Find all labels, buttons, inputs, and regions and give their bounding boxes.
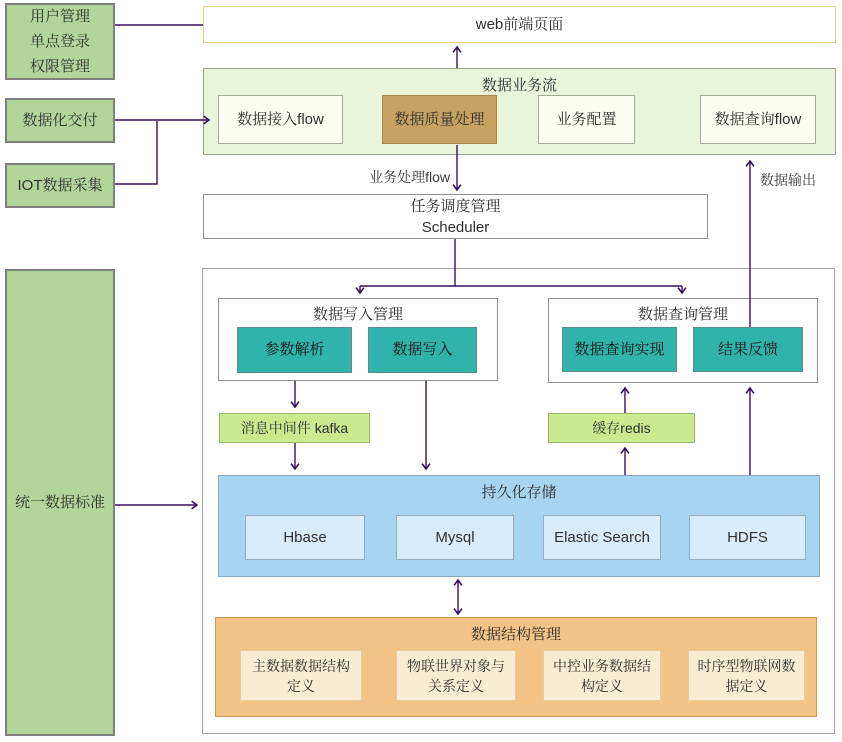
label-process-flow: 业务处理flow [369,169,450,185]
data-delivery-box: 数据化交付 [5,98,115,143]
node-timeseries-schema: 时序型物联网数据定义 [688,650,805,701]
label-data-output: 数据输出 [760,172,816,188]
storage-title: 持久化存储 [481,484,557,501]
redis-box: 缓存redis [548,413,695,443]
user-mgmt-line-3: 权限管理 [29,58,90,75]
kafka-box: 消息中间件 kafka [219,413,370,443]
scheduler-title-cn: 任务调度管理 [410,197,501,215]
biz-flow-title: 数据业务流 [481,77,557,94]
scheduler-title-en: Scheduler [421,218,490,236]
user-management-box [5,3,115,80]
unified-data-standard-box: 统一数据标准 [5,269,115,736]
user-mgmt-line-1: 用户管理 [29,8,90,25]
node-hdfs: HDFS [689,515,806,560]
node-data-query-flow: 数据查询flow [700,95,816,144]
node-param-parse: 参数解析 [237,327,352,373]
node-central-biz-schema: 中控业务数据结构定义 [543,650,661,701]
schema-mgmt-title: 数据结构管理 [470,626,561,643]
user-mgmt-line-2: 单点登录 [29,33,90,50]
node-query-impl: 数据查询实现 [562,327,677,372]
node-mysql: Mysql [396,515,514,560]
node-hbase: Hbase [245,515,365,560]
node-biz-config: 业务配置 [538,95,635,144]
scheduler-box [203,194,708,239]
write-mgmt-title: 数据写入管理 [312,306,403,323]
node-data-quality: 数据质量处理 [382,95,497,144]
node-result-feedback: 结果反馈 [693,327,803,372]
node-iot-world-schema: 物联世界对象与关系定义 [396,650,516,701]
node-data-write: 数据写入 [368,327,477,373]
node-data-ingest-flow: 数据接入flow [218,95,343,144]
iot-collection-box: IOT数据采集 [5,163,115,208]
query-mgmt-title: 数据查询管理 [637,306,728,323]
web-frontend-bar: web前端页面 [203,6,836,43]
node-elastic-search: Elastic Search [543,515,661,560]
node-master-data-schema: 主数据数据结构定义 [240,650,362,701]
